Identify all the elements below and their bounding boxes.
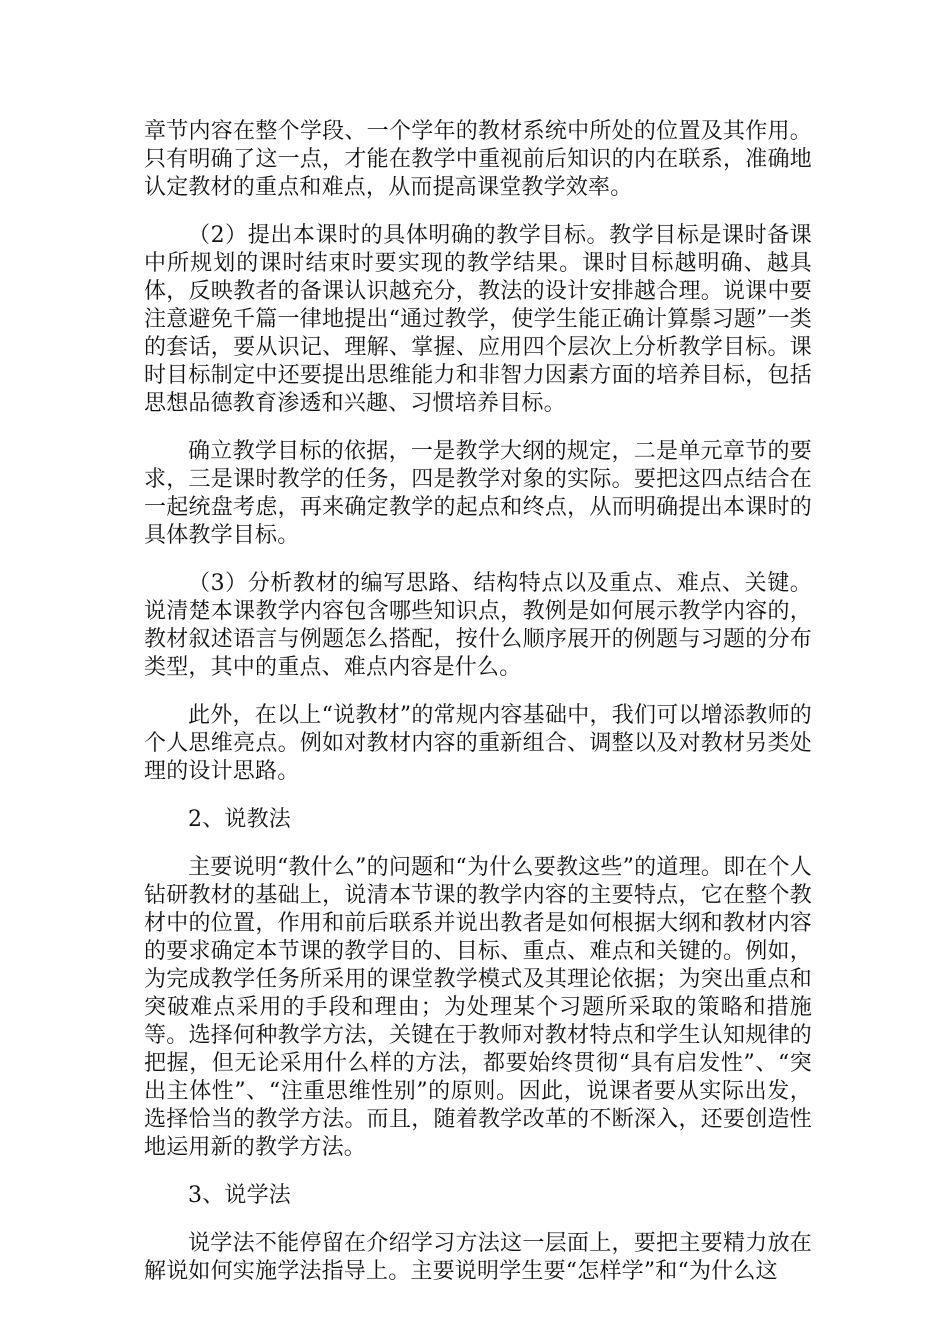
paragraph-learning-method: 说学法不能停留在介绍学习方法这一层面上，要把主要精力放在解说如何实施学法指导上。主要说明学生要“怎样学”和“为什么这 — [144, 1231, 812, 1284]
section-heading-learning-method: 3、说学法 — [188, 1183, 291, 1208]
paragraph-continuation: 章节内容在整个学段、一个学年的教材系统中所处的位置及其作用。只有明确了这一点，才能在教学中重视前后知识的内在联系，准确地认定教材的重点和难点，从而提高课堂教学效率。 — [144, 119, 812, 200]
paragraph-teaching-objectives: （2）提出本课时的具体明确的教学目标。教学目标是课时备课中所规划的课时结束时要实现的教学结果。课时目标越明确、越具体，反映教者的备课认识越充分，教法的设计安排越合理。说课中要注意避免千篇一律地提出“通过教学，使学生能正确计算鬃习题”一类的套话，要从识记、理解、掌握、应用四个层次上分析教学目标。课时目标制定中还要提出思维能力和非智力因素方面的培养目标，包括思想品德教育渗透和兴趣、习惯培养目标。 — [144, 223, 812, 416]
paragraph-objective-basis: 确立教学目标的依据，一是教学大纲的规定，二是单元章节的要求，三是课时教学的任务，四是教学对象的实际。要把这四点结合在一起统盘考虑，再来确定教学的起点和终点，从而明确提出本课时的具体教学目标。 — [144, 439, 812, 548]
paragraph-additional-highlights: 此外，在以上“说教材”的常规内容基础中，我们可以增添教师的个人思维亮点。例如对教材内容的重新组合、调整以及对教材另类处理的设计思路。 — [144, 703, 812, 784]
paragraph-material-analysis: （3）分析教材的编写思路、结构特点以及重点、难点、关键。说清楚本课教学内容包含哪些知识点，教例是如何展示教学内容的，教材叙述语言与例题怎么搭配，按什么顺序展开的例题与习题的分布类型，其中的重点、难点内容是什么。 — [144, 571, 812, 680]
document-page — [144, 118, 812, 1286]
section-heading-teaching-method: 2、说教法 — [188, 807, 291, 832]
paragraph-teaching-method: 主要说明“教什么”的问题和“为什么要教这些”的道理。即在个人钻研教材的基础上，说清本节课的教学内容的主要特点，它在整个教材中的位置，作用和前后联系并说出教者是如何根据大纲和教材内容的要求确定本节课的教学目的、目标、重点、难点和关键的。例如，为完成教学任务所采用的课堂教学模式及其理论依据；为突出重点和突破难点采用的手段和理由；为处理某个习题所采取的策略和措施等。选择何种教学方法，关键在于教师对教材特点和学生认知规律的把握，但无论采用什么样的方法，都要始终贯彻“具有启发性”、“突出主体性”、“注重思维性别”的原则。因此，说课者要从实际出发，选择恰当的教学方法。而且，随着教学改革的不断深入，还要创造性地运用新的教学方法。 — [144, 855, 812, 1160]
